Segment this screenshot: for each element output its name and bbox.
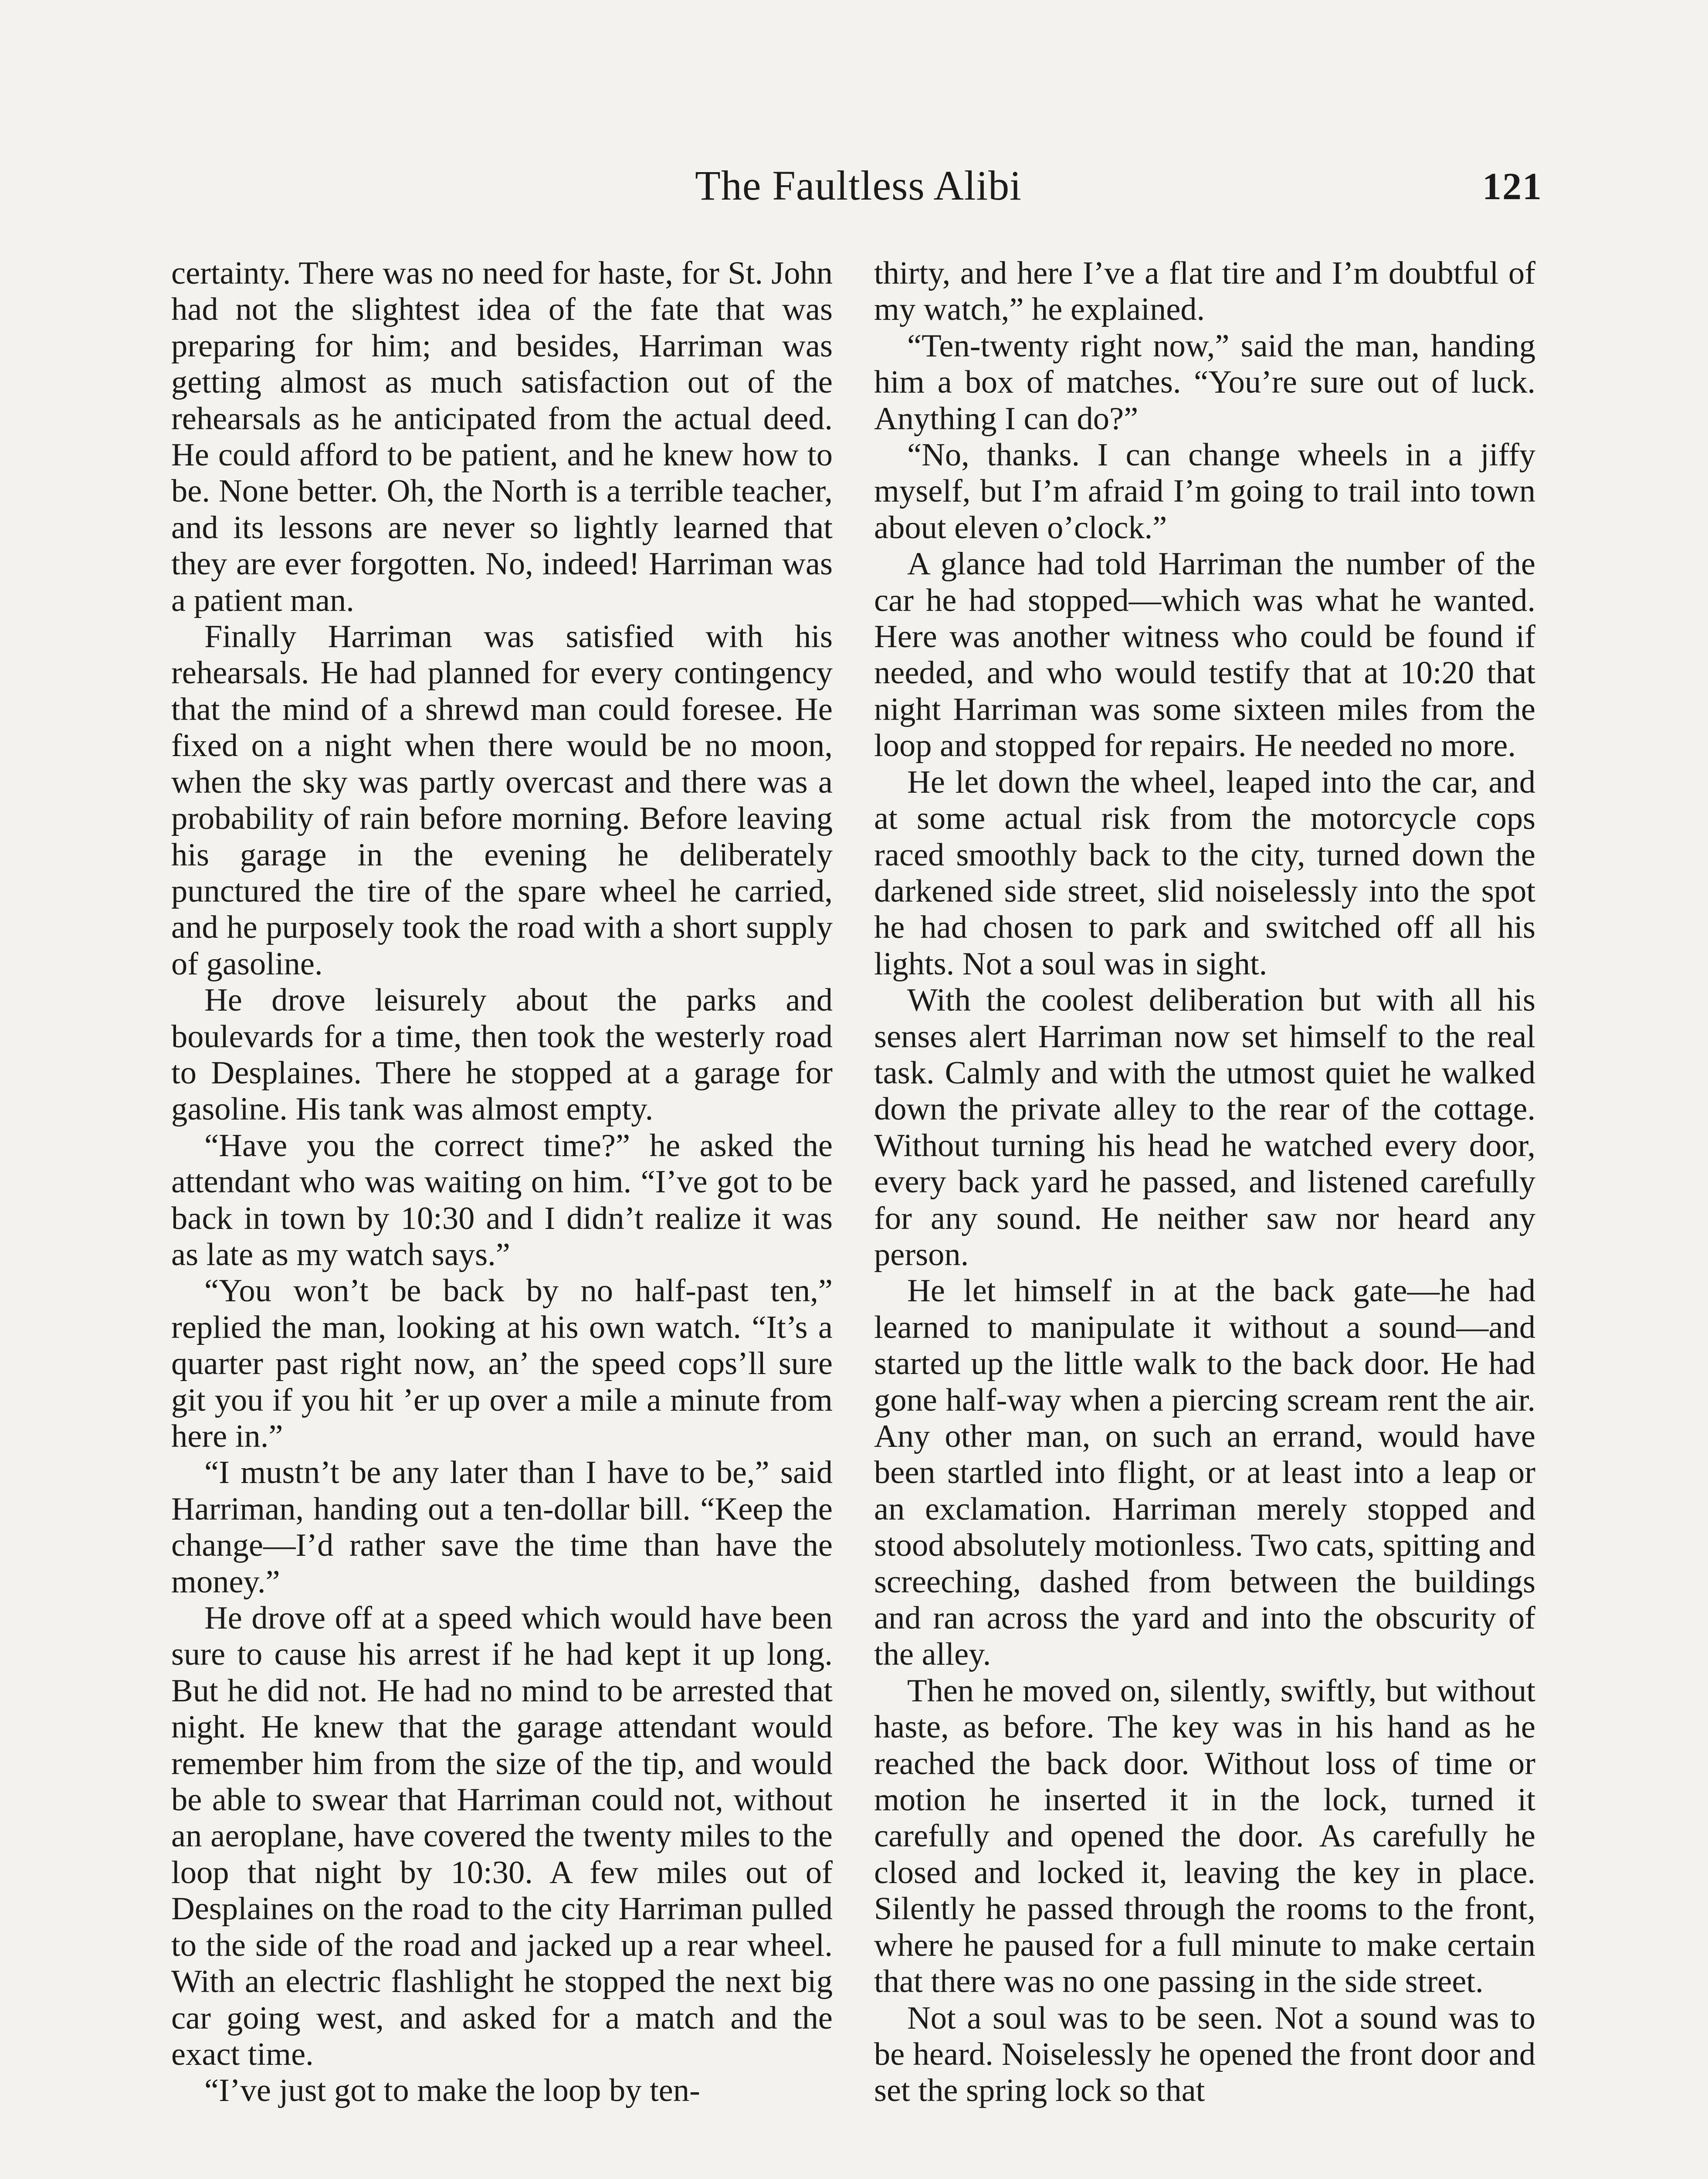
page-header (174, 161, 1542, 222)
right-column (874, 255, 1535, 2109)
paragraph: Then he moved on, silently, swiftly, but without haste, as before. The key was in his hand as he reached the back door. Without loss of time or motion he inserted it in the lock, turned it carefully and opened the door. As carefully he closed and locked it, leaving the key in place. Silently he passed through the rooms to the front, where he paused for a full minute to make certain that there was no one passing in the side street. (874, 1673, 1535, 2000)
paragraph: thirty, and here I’ve a flat tire and I’m doubtful of my watch,” he explained. (874, 255, 1535, 328)
paragraph: “No, thanks. I can change wheels in a jiffy myself, but I’m afraid I’m going to trail into town about eleven o’clock.” (874, 437, 1535, 546)
paragraph: certainty. There was no need for haste, for St. John had not the slightest idea of the fate that was preparing for him; and besides, Harriman was getting almost as much satisfaction out of the rehearsals as he anticipated from the actual deed. He could afford to be patient, and he knew how to be. None better. Oh, the North is a terrible teacher, and its lessons are never so lightly learned that they are ever forgotten. No, indeed! Harriman was a patient man. (171, 255, 833, 618)
page-number: 121 (1482, 166, 1542, 208)
paragraph: Finally Harriman was satisfied with his rehearsals. He had planned for every contingency that the mind of a shrewd man could foresee. He fixed on a night when there would be no moon, when the sky was partly overcast and there was a probability of rain before morning. Before leaving his garage in the evening he deliberately punctured the tire of the spare wheel he carried, and he purposely took the road with a short supply of gasoline. (171, 619, 833, 982)
paragraph: He let himself in at the back gate—he had learned to manipulate it without a sound—and started up the little walk to the back door. He had gone half-way when a piercing scream rent the air. Any other man, on such an errand, would have been startled into flight, or at least into a leap or an exclamation. Harriman merely stopped and stood absolutely motionless. Two cats, spitting and screeching, dashed from between the buildings and ran across the yard and into the obscurity of the alley. (874, 1273, 1535, 1673)
running-title: The Faultless Alibi (695, 162, 1022, 209)
paragraph: “Ten-twenty right now,” said the man, handing him a box of matches. “You’re sure out of luck. Anything I can do?” (874, 328, 1535, 437)
paragraph: He drove leisurely about the parks and boulevards for a time, then took the westerly road to Desplaines. There he stopped at a garage for gasoline. His tank was almost empty. (171, 982, 833, 1127)
paragraph: “Have you the correct time?” he asked the attendant who was waiting on him. “I’ve got to be back in town by 10:30 and I didn’t realize it was as late as my watch says.” (171, 1127, 833, 1273)
paragraph: He drove off at a speed which would have been sure to cause his arrest if he had kept it up long. But he did not. He had no mind to be arrested that night. He knew that the garage attendant would remember him from the size of the tip, and would be able to swear that Harriman could not, without an aeroplane, have covered the twenty miles to the loop that night by 10:30. A few miles out of Desplaines on the road to the city Harriman pulled to the side of the road and jacked up a rear wheel. With an electric flashlight he stopped the next big car going west, and asked for a match and the exact time. (171, 1600, 833, 2072)
paragraph: “You won’t be back by no half-past ten,” replied the man, looking at his own watch. “It’s a quarter past right now, an’ the speed cops’ll sure git you if you hit ’er up over a mile a minute from here in.” (171, 1273, 833, 1454)
paragraph: Not a soul was to be seen. Not a sound was to be heard. Noiselessly he opened the front door and set the spring lock so that (874, 2000, 1535, 2109)
paragraph: “I mustn’t be any later than I have to be,” said Harriman, handing out a ten-dollar bill. “Keep the change—I’d rather save the time than have the money.” (171, 1455, 833, 1600)
paragraph: With the coolest deliberation but with all his senses alert Harriman now set himself to the real task. Calmly and with the utmost quiet he walked down the private alley to the rear of the cottage. Without turning his head he watched every door, every back yard he passed, and listened carefully for any sound. He neither saw nor heard any person. (874, 982, 1535, 1273)
paragraph: A glance had told Harriman the number of the car he had stopped—which was what he wanted. Here was another witness who could be found if needed, and who would testify that at 10:20 that night Harriman was some sixteen miles from the loop and stopped for repairs. He needed no more. (874, 546, 1535, 764)
paragraph: He let down the wheel, leaped into the car, and at some actual risk from the motorcycle cops raced smoothly back to the city, turned down the darkened side street, slid noiselessly into the spot he had chosen to park and switched off all his lights. Not a soul was in sight. (874, 764, 1535, 982)
paragraph: “I’ve just got to make the loop by ten- (204, 2073, 700, 2109)
left-column (171, 255, 833, 2109)
